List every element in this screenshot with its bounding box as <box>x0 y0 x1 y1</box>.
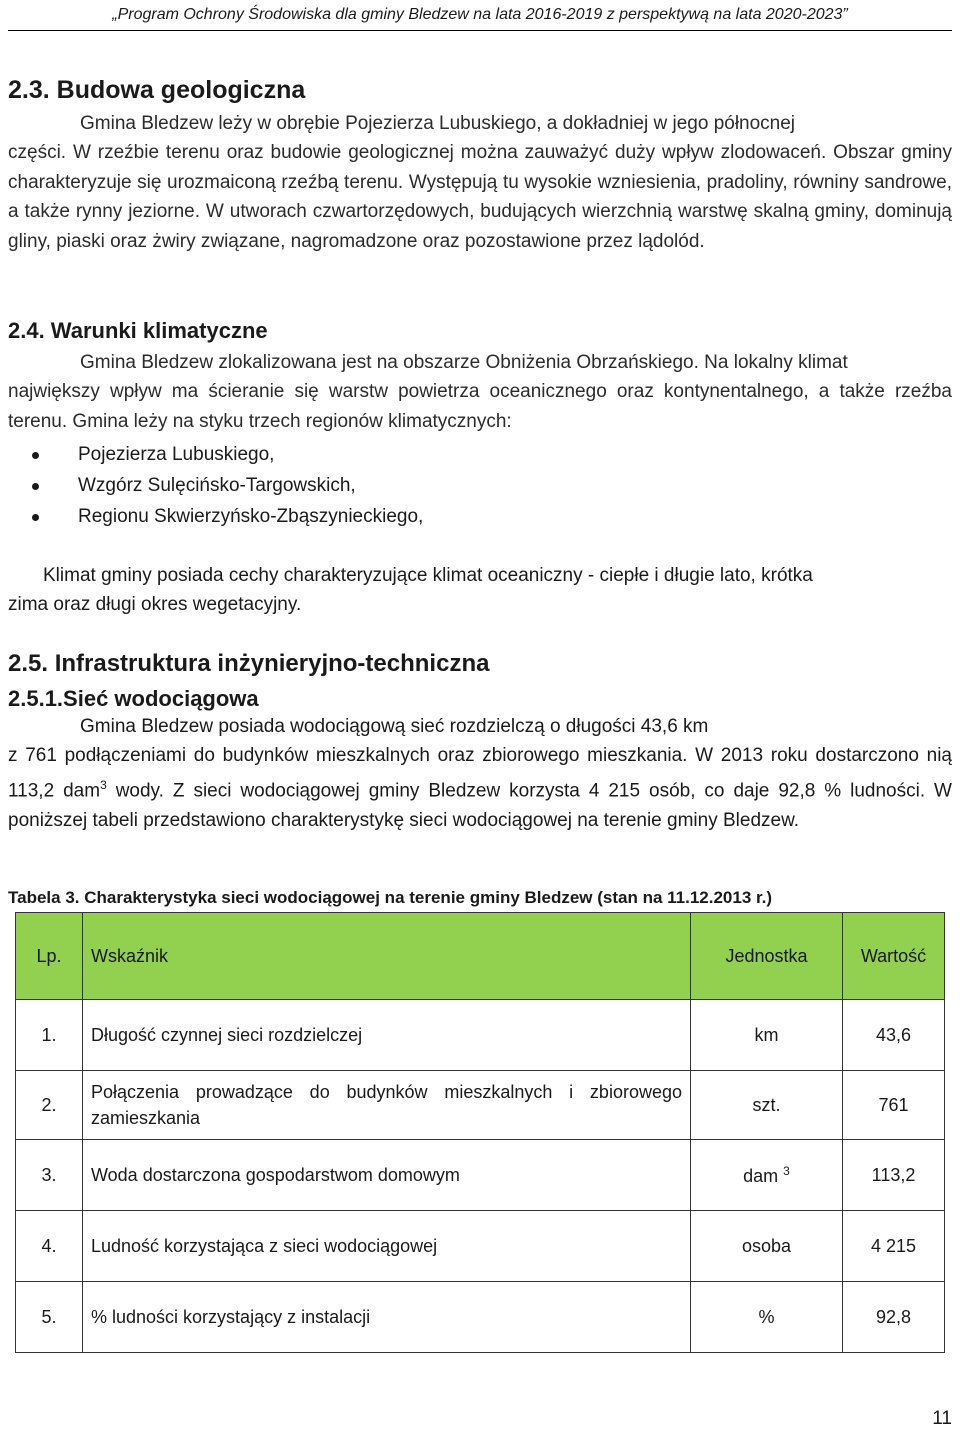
table-caption: Tabela 3. Charakterystyka sieci wodociągowej na terenie gminy Bledzew (stan na 11.12.2013 r.) <box>8 888 773 907</box>
cell-lp: 1. <box>16 1000 83 1071</box>
list-item: Wzgórz Sulęcińsko-Targowskich, <box>8 470 908 501</box>
superscript-3: 3 <box>100 777 107 792</box>
cell-value: 43,6 <box>843 1000 945 1071</box>
cell-unit-text: km <box>754 1024 779 1045</box>
cell-unit-text: osoba <box>741 1235 792 1256</box>
cell-unit-superscript: 3 <box>783 1163 790 1178</box>
climate-regions-list <box>8 439 908 532</box>
column-header-indicator: Wskaźnik <box>83 913 691 1000</box>
cell-unit-text: dam <box>743 1165 784 1186</box>
paragraph-water-network <box>8 712 952 835</box>
paragraph-climate-type-line1: Klimat gminy posiada cechy charakteryzujące klimat oceaniczny - ciepłe i długie lato, krótka <box>43 565 813 586</box>
paragraph-climate-line1: Gmina Bledzew zlokalizowana jest na obszarze Obniżenia Obrzańskiego. Na lokalny klimat <box>80 352 848 373</box>
paragraph-climate <box>8 348 952 436</box>
table-row <box>16 1211 945 1282</box>
cell-lp: 5. <box>16 1282 83 1353</box>
paragraph-water-network-rest-a: z 761 podłączeniami do budynków mieszkalnych oraz zbiorowego mieszkania. W 2013 roku dostarczono nią 113,2 dam <box>8 745 952 802</box>
water-network-table <box>15 912 945 1353</box>
cell-unit <box>691 1071 843 1140</box>
cell-indicator: Woda dostarczona gospodarstwom domowym <box>83 1140 691 1211</box>
paragraph-climate-type-rest: zima oraz długi okres wegetacyjny. <box>8 594 302 616</box>
cell-indicator: Ludność korzystająca z sieci wodociągowej <box>83 1211 691 1282</box>
cell-unit <box>691 1140 843 1211</box>
page-number: 11 <box>932 1408 952 1429</box>
cell-unit-text: % <box>758 1306 775 1327</box>
heading-water-network: 2.5.1.Sieć wodociągowa <box>8 686 259 711</box>
paragraph-climate-type <box>8 561 952 620</box>
cell-indicator: Połączenia prowadzące do budynków mieszkalnych i zbiorowego zamieszkania <box>83 1071 691 1140</box>
cell-value: 92,8 <box>843 1282 945 1353</box>
table-row <box>16 1071 945 1140</box>
column-header-unit: Jednostka <box>691 913 843 1000</box>
cell-lp: 2. <box>16 1071 83 1140</box>
running-header: „Program Ochrony Środowiska dla gminy Bledzew na lata 2016-2019 z perspektywą na lata 2020-2023” <box>112 6 848 23</box>
header-rule <box>8 30 952 31</box>
paragraph-geology-line1: Gmina Bledzew leży w obrębie Pojezierza Lubuskiego, a dokładniej w jego północnej <box>80 113 796 134</box>
cell-lp: 3. <box>16 1140 83 1211</box>
column-header-value: Wartość <box>843 913 945 1000</box>
cell-indicator: Długość czynnej sieci rozdzielczej <box>83 1000 691 1071</box>
heading-climate: 2.4. Warunki klimatyczne <box>8 318 268 343</box>
cell-unit <box>691 1282 843 1353</box>
cell-indicator: % ludności korzystający z instalacji <box>83 1282 691 1353</box>
table-header-row <box>16 913 945 1000</box>
column-header-lp: Lp. <box>16 913 83 1000</box>
cell-unit <box>691 1211 843 1282</box>
cell-value: 113,2 <box>843 1140 945 1211</box>
paragraph-geology-rest: części. W rzeźbie terenu oraz budowie geologicznej można zauważyć duży wpływ zlodowaceń. Obszar gminy charakteryzuje się urozmaiconą rzeźbą terenu. Występują tu wysokie wzniesienia, pradoliny, równiny sandrowe, a także rynny jeziorne. W utworach czwartorzędowych, budujących wierzchnią warstwę skalną gminy, dominują gliny, piaski oraz żwiry związane, nagromadzone oraz pozostawione przez lądolód. <box>8 142 952 252</box>
table-row <box>16 1000 945 1071</box>
cell-unit <box>691 1000 843 1071</box>
list-item: Pojezierza Lubuskiego, <box>8 439 908 470</box>
heading-infrastructure: 2.5. Infrastruktura inżynieryjno-techniczna <box>8 650 490 677</box>
paragraph-climate-rest: największy wpływ ma ścieranie się warstw powietrza oceanicznego oraz kontynentalnego, a także rzeźba terenu. Gmina leży na styku trzech regionów klimatycznych: <box>8 381 952 432</box>
table-row <box>16 1282 945 1353</box>
cell-unit-text: szt. <box>752 1094 781 1115</box>
paragraph-water-network-line1: Gmina Bledzew posiada wodociągową sieć rozdzielczą o długości 43,6 km <box>80 716 709 737</box>
heading-geology: 2.3. Budowa geologiczna <box>8 76 306 104</box>
table-row <box>16 1140 945 1211</box>
cell-value: 761 <box>843 1071 945 1140</box>
paragraph-geology <box>8 109 952 256</box>
cell-value: 4 215 <box>843 1211 945 1282</box>
list-item: Regionu Skwierzyńsko-Zbąszynieckiego, <box>8 501 908 532</box>
paragraph-water-network-rest-b: wody. Z sieci wodociągowej gminy Bledzew korzysta 4 215 osób, co daje 92,8 % ludności. W poniższej tabeli przedstawiono charakterystykę sieci wodociągowej na terenie gminy Bledzew. <box>8 780 952 831</box>
cell-lp: 4. <box>16 1211 83 1282</box>
